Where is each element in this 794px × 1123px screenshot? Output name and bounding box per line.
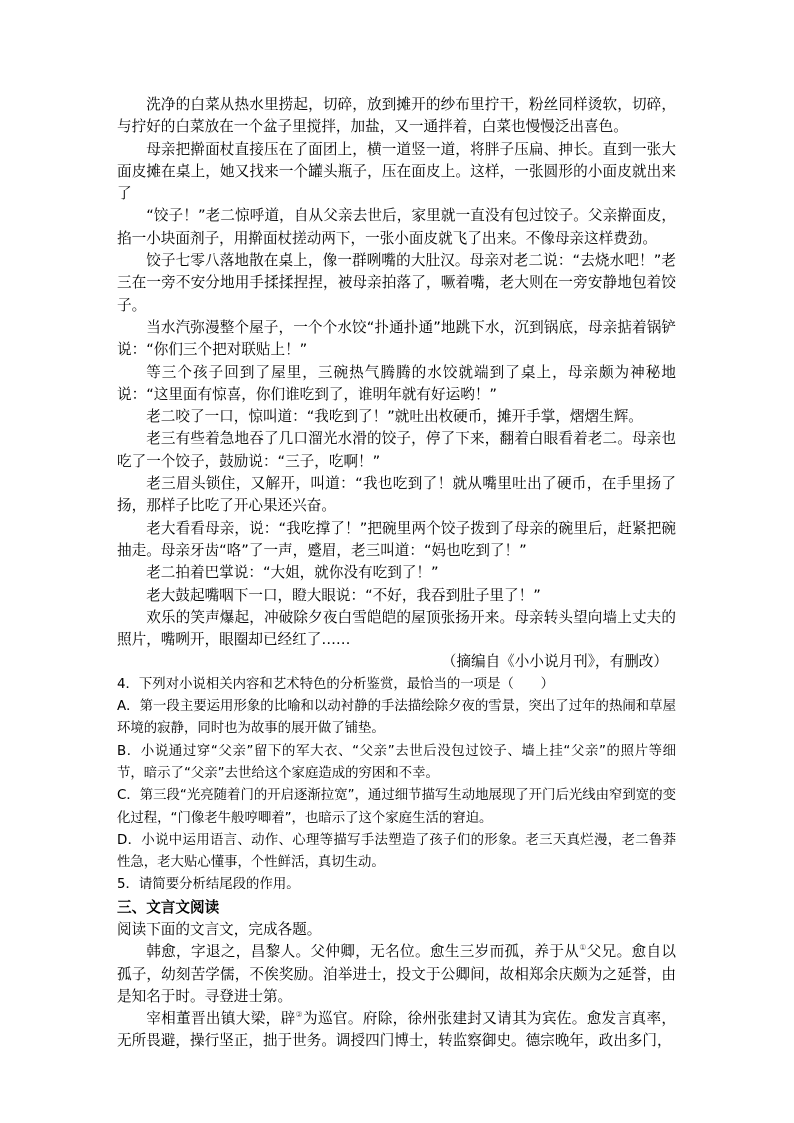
document-body <box>117 94 676 1053</box>
story-paragraph: 母亲把擀面杖直接压在了面团上，横一道竖一道，将胖子压扁、抻长。直到一张大面皮摊在桌上，她又找来一个罐头瓶子，压在面皮上。这样，一张圆形的小面皮就出来了 <box>117 140 676 203</box>
story-paragraph: 当水汽弥漫整个屋子，一个个水饺“扑通扑通”地跳下水，沉到锅底，母亲掂着锅铲说：“你们三个把对联贴上！” <box>117 318 676 359</box>
classical-paragraph <box>117 941 676 1008</box>
question-5: 5．请简要分析结尾段的作用。 <box>117 877 300 893</box>
story-paragraph: 洗净的白菜从热水里捞起，切碎，放到摊开的纱布里拧干，粉丝同样烫软，切碎，与拧好的白菜放在一个盆子里搅拌，加盐，又一通拌着，白菜也慢慢泛出喜色。 <box>117 96 676 136</box>
classical-text: 宰相董晋出镇大梁，辟 <box>146 1010 296 1028</box>
classical-paragraph <box>117 1008 676 1053</box>
story-paragraph: 老三眉头锁住，又解开，叫道：“我也吃到了！就从嘴里吐出了硬币，在手里扬了扬，那样子比吃了开心果还兴奋。 <box>117 475 676 515</box>
question-4-stem: 4．下列对小说相关内容和艺术特色的分析鉴赏，最恰当的一项是（ ） <box>117 676 555 692</box>
footnote-marker: ① <box>579 943 587 953</box>
story-paragraph: 老三有些着急地吞了几口溜光水滑的饺子，停了下来，翻着白眼看着老二。母亲也吃了一个饺子，鼓励说：“三子，吃啊！” <box>117 430 676 470</box>
story-paragraph: 老二拍着巴掌说：“大姐，就你没有吃到了！” <box>146 564 439 582</box>
classical-text: 韩愈，字退之，昌黎人。父仲卿，无名位。愈生三岁而孤，养于从 <box>146 943 580 961</box>
option-c: C．第三段“光亮随着门的开启逐渐拉宽”，通过细节描写生动地展现了开门后光线由窄到宽的变化过程，“门像老牛般哼唧着”，也暗示了这个家庭生活的窘迫。 <box>117 788 676 826</box>
story-paragraph: 欢乐的笑声爆起，冲破除夕夜白雪皑皑的屋顶张扬开来。母亲转头望向墙上丈夫的照片，嘴咧开，眼圈却已经红了…… <box>117 608 676 649</box>
option-b: B．小说通过穿“父亲”留下的军大衣、“父亲”去世后没包过饺子、墙上挂“父亲”的照片等细节，暗示了“父亲”去世给这个家庭造成的穷困和不幸。 <box>117 743 676 781</box>
section-instruction: 阅读下面的文言文，完成各题。 <box>117 920 322 938</box>
classical-text: 为巡官。府除，徐州张建封又请其为宾佐。愈发言真率，无所畏避，操行坚正，拙于世务。调授四门博士，转监察御史。德宗晚年，政出多门， <box>117 1010 676 1050</box>
source-note: （摘编自《小小说月刊》，有删改） <box>441 653 668 671</box>
option-a: A．第一段主要运用形象的比喻和以动衬静的手法描绘除夕夜的雪景，突出了过年的热闹和草屋环境的寂静，同时也为故事的展开做了铺垫。 <box>117 699 676 737</box>
story-paragraph: 饺子七零八落地散在桌上，像一群咧嘴的大肚汉。母亲对老二说：“去烧水吧！”老三在一旁不安分地用手揉揉捏捏，被母亲拍落了，噘着嘴，老大则在一旁安静地包着饺子。 <box>117 252 676 314</box>
section-heading: 三、文言文阅读 <box>117 898 220 916</box>
option-d: D．小说中运用语言、动作、心理等描写手法塑造了孩子们的形象。老三天真烂漫，老二鲁莽性急，老大贴心懂事，个性鲜活，真切生动。 <box>117 832 676 871</box>
story-paragraph: “饺子！”老二惊呼道，自从父亲去世后，家里就一直没有包过饺子。父亲擀面皮，掐一小块面剂子，用擀面杖搓动两下，一张小面皮就飞了出来。不像母亲这样费劲。 <box>117 207 676 247</box>
story-paragraph: 老二咬了一口，惊叫道：“我吃到了！”就吐出枚硬币，摊开手掌，熠熠生辉。 <box>146 408 643 426</box>
classical-text: 父兄。愈自以孤子，幼刻苦学儒，不俟奖励。洎举进士，投文于公卿间，故相郑余庆颇为之延誉，由是知名于时。寻登进士第。 <box>117 943 676 1005</box>
story-paragraph: 等三个孩子回到了屋里，三碗热气腾腾的水饺就端到了桌上，母亲颇为神秘地说：“这里面有惊喜，你们谁吃到了，谁明年就有好运哟！” <box>117 363 676 403</box>
story-paragraph: 老大鼓起嘴咽下一口，瞪大眼说：“不好，我吞到肚子里了！” <box>146 586 541 604</box>
story-paragraph: 老大看看母亲，说：“我吃撑了！”把碗里两个饺子拨到了母亲的碗里后，赶紧把碗抽走。母亲牙齿“咯”了一声，蹙眉，老三叫道：“妈也吃到了！” <box>117 519 676 559</box>
footnote-marker: ② <box>295 1010 304 1020</box>
